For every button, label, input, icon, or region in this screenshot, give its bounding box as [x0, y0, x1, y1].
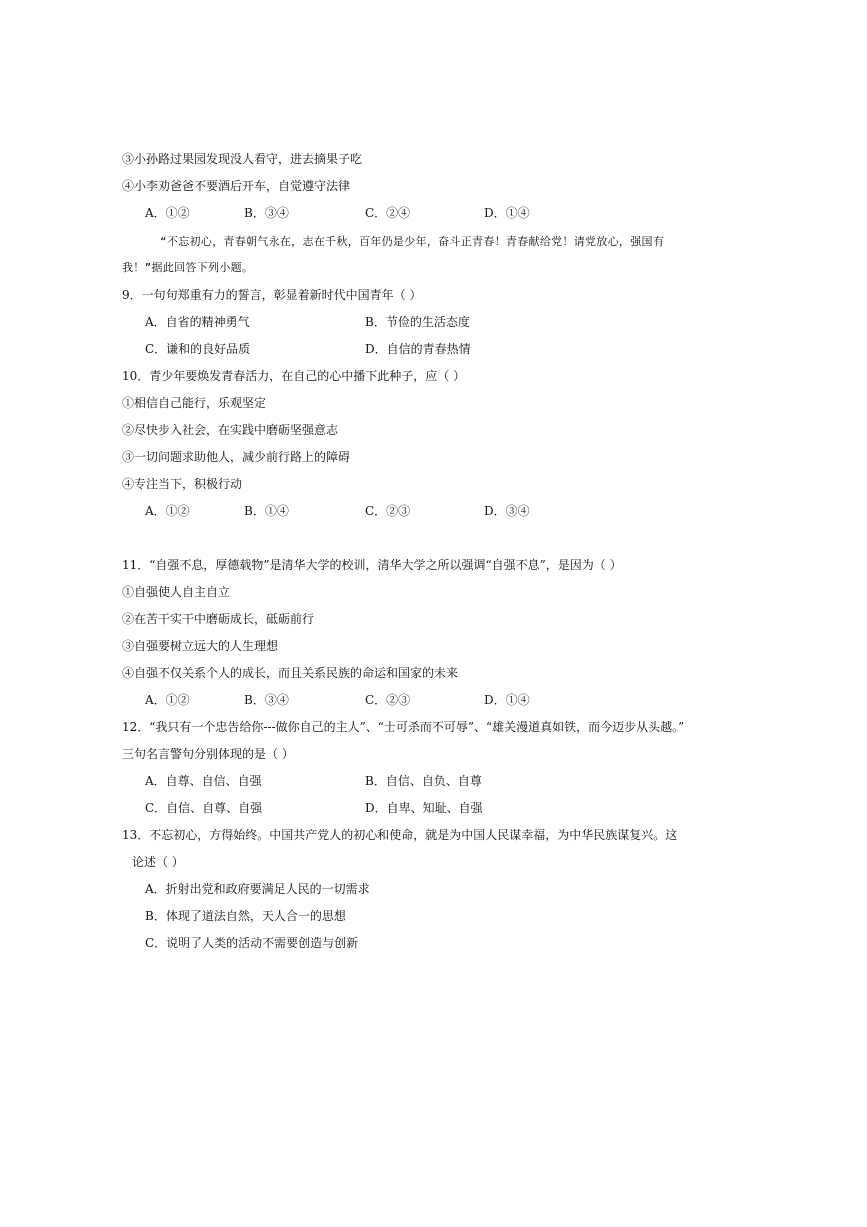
prev-option-c: C．②④ [365, 206, 411, 220]
q11-stem: 11．“自强不息，厚德载物”是清华大学的校训，清华大学之所以强调“自强不息”，是因为（ ） [122, 558, 622, 572]
q11-statement-2: ②在苦干实干中磨砺成长，砥砺前行 [122, 612, 315, 626]
prev-statement-4: ④小李劝爸爸不要酒后开车，自觉遵守法律 [122, 179, 351, 193]
q11-option-a: A．①② [145, 693, 190, 707]
prev-statement-3: ③小孙路过果园发现没人看守，进去摘果子吃 [122, 152, 363, 166]
q10-statement-4: ④专注当下，积极行动 [122, 477, 243, 491]
q9-stem: 9．一句句郑重有力的誓言，彰显着新时代中国青年（ ） [122, 288, 422, 302]
q11-statement-3: ③自强要树立远大的人生理想 [122, 639, 279, 653]
q12-option-c: C．自信、自尊、自强 [145, 801, 263, 815]
q13-stem-line-2: 论述（ ） [132, 855, 184, 869]
q13-option-a: A．折射出党和政府要满足人民的一切需求 [145, 882, 370, 896]
q11-option-d: D．①④ [484, 693, 530, 707]
q10-option-c: C．②③ [365, 504, 411, 518]
q13-option-b: B．体现了道法自然，天人合一的思想 [145, 909, 346, 923]
q9-option-a: A．自省的精神勇气 [145, 315, 250, 329]
q12-stem-line-1: 12．“我只有一个忠告给你---做你自己的主人”、“士可杀而不可辱”、“雄关漫道真如铁，而今迈步从头越。” [122, 720, 685, 734]
passage-line-2: 我！”据此回答下列小题。 [122, 261, 254, 274]
prev-option-a: A．①② [145, 206, 190, 220]
q12-option-d: D．自卑、知耻、自强 [365, 801, 483, 815]
q11-option-b: B．③④ [244, 693, 289, 707]
q13-stem-line-1: 13．不忘初心，方得始终。中国共产党人的初心和使命，就是为中国人民谋幸福，为中华民族谋复兴。这 [122, 828, 678, 842]
q12-option-a: A．自尊、自信、自强 [145, 774, 262, 788]
q9-option-b: B．节俭的生活态度 [365, 315, 470, 329]
q11-statement-1: ①自强使人自主自立 [122, 585, 231, 599]
q10-option-d: D．③④ [484, 504, 530, 518]
q9-option-d: D．自信的青春热情 [365, 342, 471, 356]
q12-stem-line-2: 三句名言警句分别体现的是（ ） [122, 747, 294, 761]
q11-statement-4: ④自强不仅关系个人的成长，而且关系民族的命运和国家的未来 [122, 666, 459, 680]
q13-option-c: C．说明了人类的活动不需要创造与创新 [145, 936, 359, 950]
q11-option-c: C．②③ [365, 693, 411, 707]
q10-option-a: A．①② [145, 504, 190, 518]
prev-option-b: B．③④ [244, 206, 289, 220]
q12-option-b: B．自信、自负、自尊 [365, 774, 482, 788]
q10-option-b: B．①④ [244, 504, 289, 518]
q9-option-c: C．谦和的良好品质 [145, 342, 251, 356]
passage-line-1: “不忘初心，青春朝气永在，志在千秋，百年仍是少年，奋斗正青春！青春献给党！请党放心，强国有 [160, 235, 665, 248]
q10-statement-2: ②尽快步入社会，在实践中磨砺坚强意志 [122, 423, 339, 437]
q10-stem: 10．青少年要焕发青春活力，在自己的心中播下此种子，应（ ） [122, 369, 466, 383]
q10-statement-1: ①相信自己能行，乐观坚定 [122, 396, 267, 410]
q10-statement-3: ③一切问题求助他人，减少前行路上的障碍 [122, 450, 351, 464]
prev-option-d: D．①④ [484, 206, 530, 220]
